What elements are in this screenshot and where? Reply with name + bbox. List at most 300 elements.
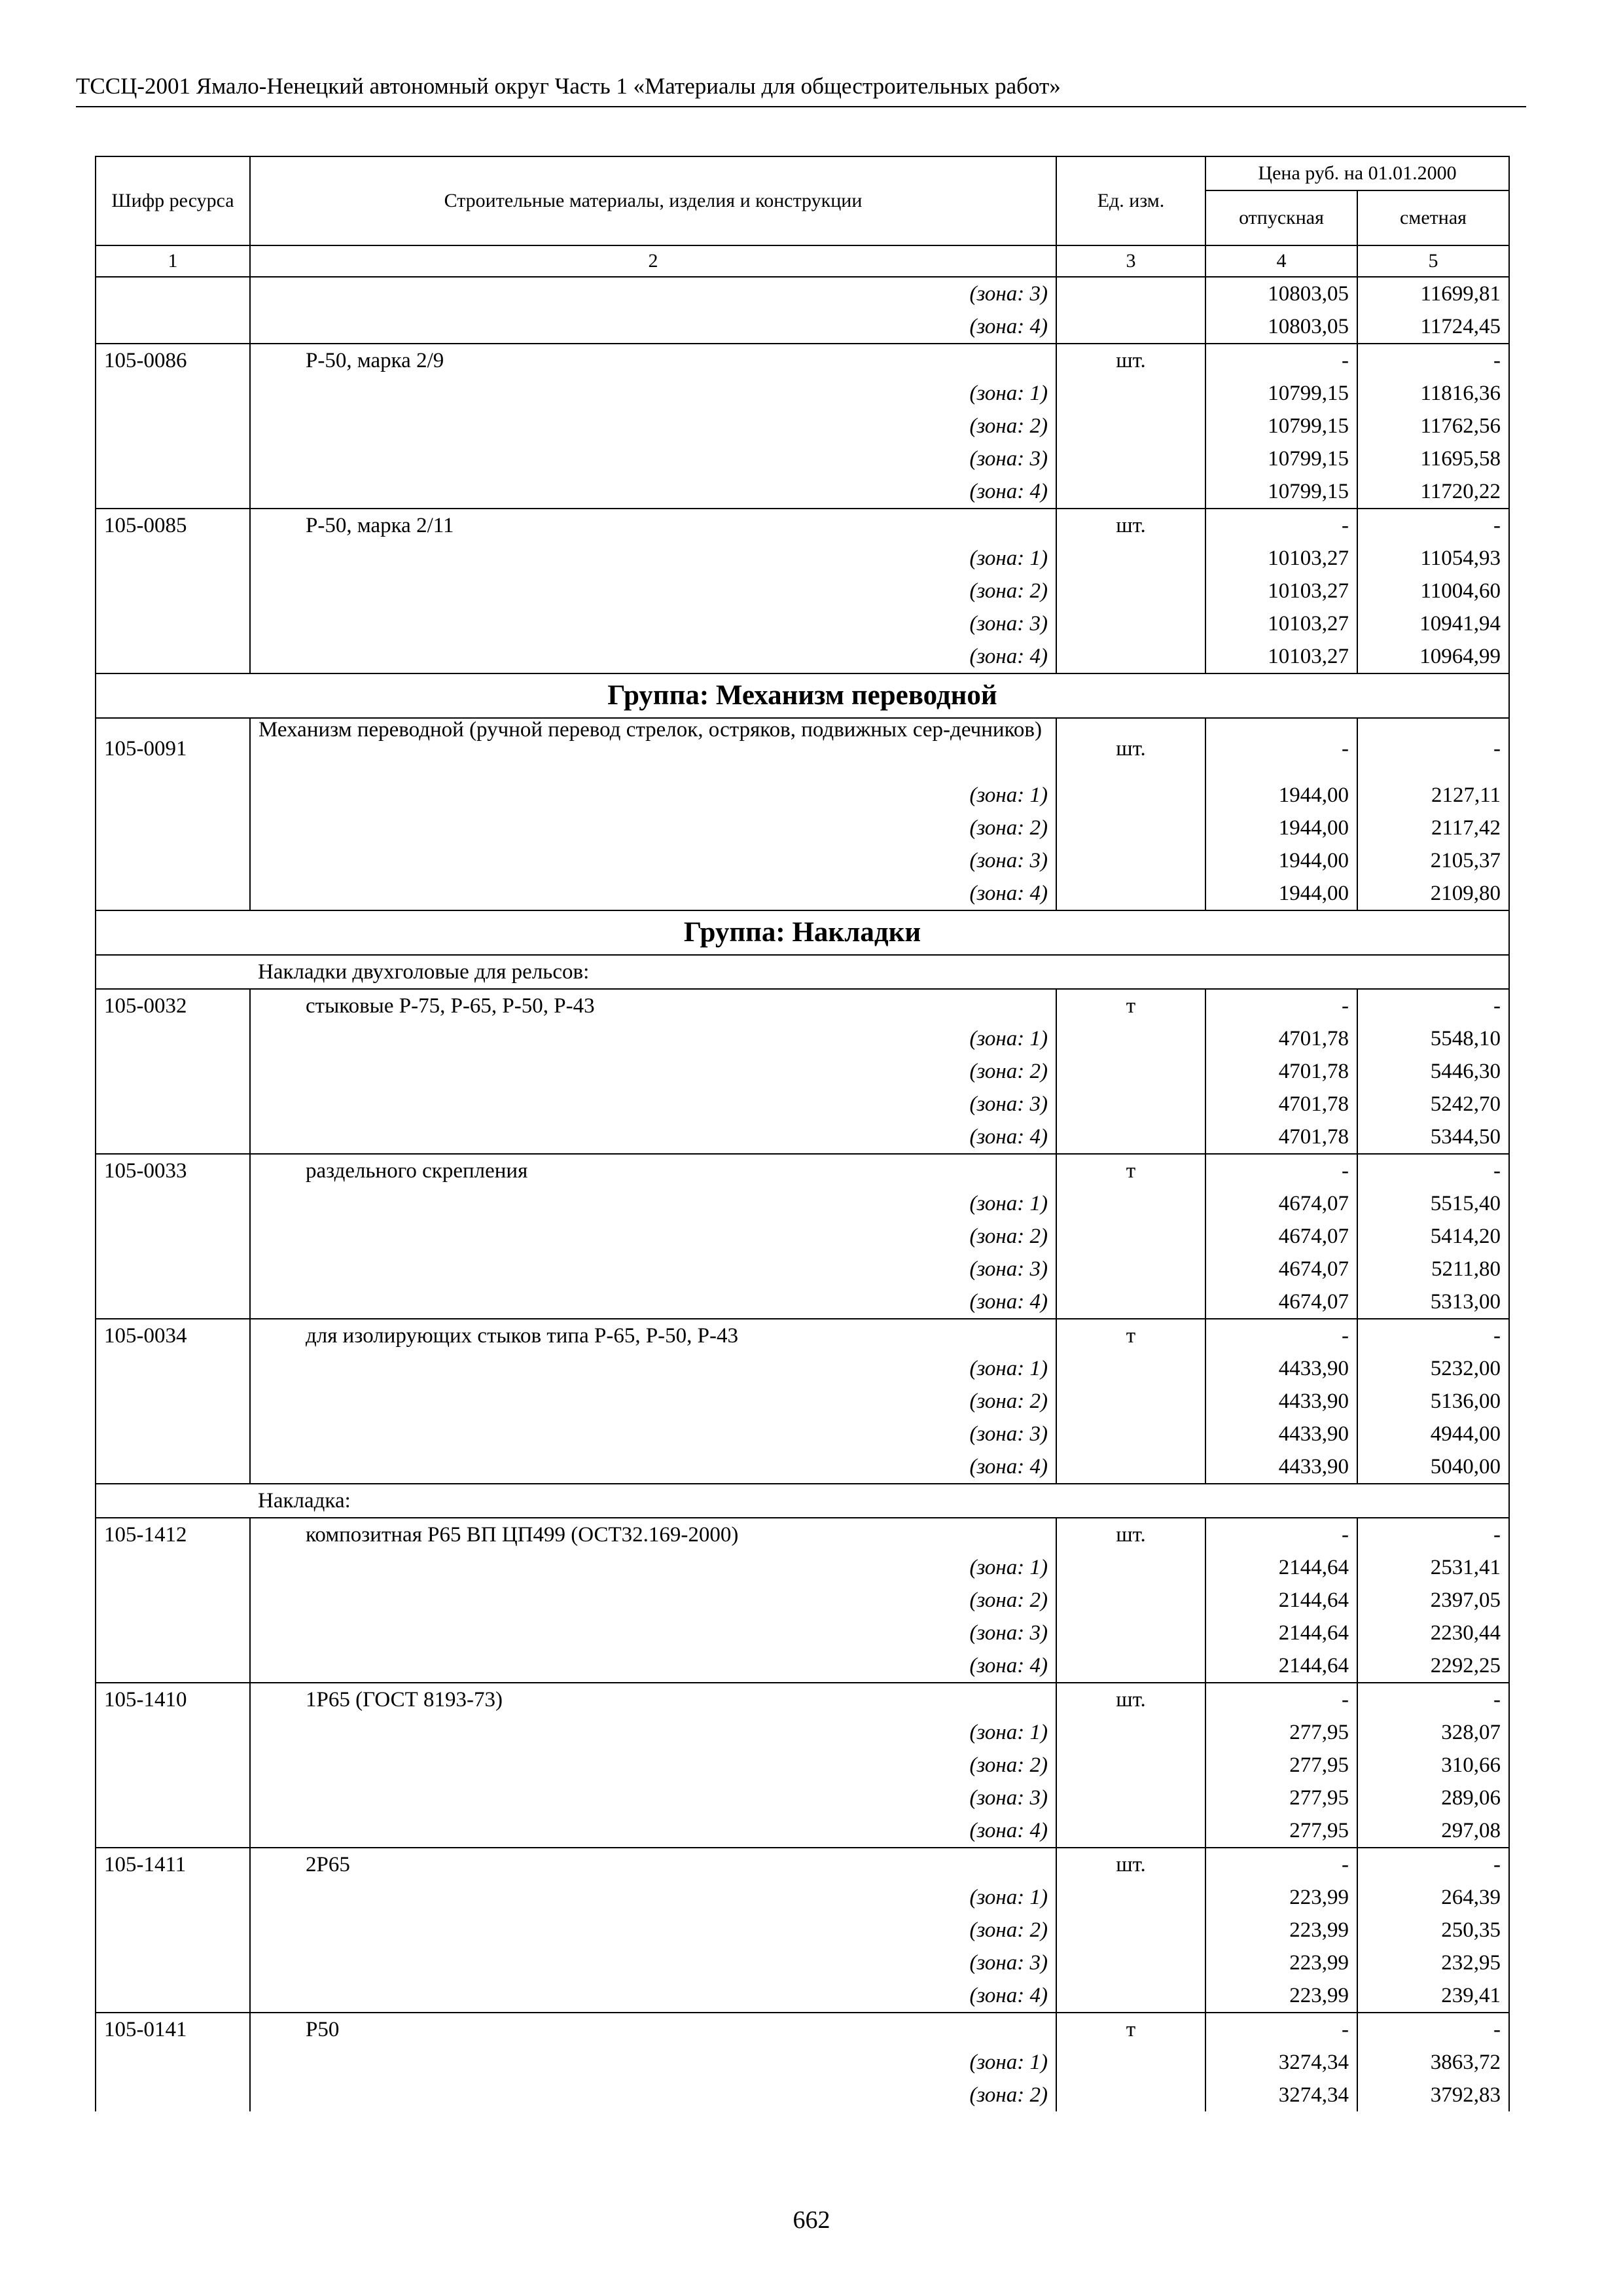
subheading-text: Накладка: — [250, 1484, 1509, 1518]
code-cell — [96, 607, 250, 640]
estimate-price: - — [1357, 718, 1509, 779]
material-name: для изолирующих стыков типа Р-65, Р-50, Р-43 — [250, 1319, 1056, 1352]
code-cell — [96, 1285, 250, 1319]
estimate-price: 5313,00 — [1357, 1285, 1509, 1319]
item-row — [96, 1154, 1509, 1187]
estimate-price: 5446,30 — [1357, 1055, 1509, 1088]
release-price: 277,95 — [1205, 1716, 1357, 1749]
unit-cell — [1056, 377, 1205, 410]
zone-label: (зона: 1) — [250, 1716, 1056, 1749]
release-price: 10103,27 — [1205, 575, 1357, 607]
zone-label: (зона: 2) — [250, 2079, 1056, 2111]
zone-row — [96, 1450, 1509, 1484]
subheading-row — [96, 955, 1509, 989]
release-price: 2144,64 — [1205, 1617, 1357, 1649]
zone-row — [96, 779, 1509, 812]
zone-label: (зона: 2) — [250, 1385, 1056, 1418]
zone-label: (зона: 4) — [250, 1979, 1056, 2013]
resource-code: 105-0085 — [96, 509, 250, 542]
code-cell — [96, 475, 250, 509]
release-price: 4701,78 — [1205, 1121, 1357, 1154]
code-cell — [96, 1584, 250, 1617]
col-price-header: Цена руб. на 01.01.2000 — [1205, 156, 1509, 190]
zone-label: (зона: 3) — [250, 1418, 1056, 1450]
zone-label: (зона: 4) — [250, 1450, 1056, 1484]
zone-label: (зона: 3) — [250, 844, 1056, 877]
zone-label: (зона: 2) — [250, 812, 1056, 844]
estimate-price: 239,41 — [1357, 1979, 1509, 2013]
zone-label: (зона: 2) — [250, 1914, 1056, 1946]
zone-label: (зона: 1) — [250, 1187, 1056, 1220]
code-cell — [96, 844, 250, 877]
unit-cell — [1056, 1551, 1205, 1584]
zone-row — [96, 1946, 1509, 1979]
unit-cell — [1056, 1814, 1205, 1848]
group-heading-row — [96, 910, 1509, 955]
code-cell — [96, 877, 250, 910]
zone-label: (зона: 4) — [250, 1285, 1056, 1319]
estimate-price: 11720,22 — [1357, 475, 1509, 509]
zone-row — [96, 2046, 1509, 2079]
resource-code: 105-0141 — [96, 2013, 250, 2046]
release-price: - — [1205, 344, 1357, 377]
estimate-price: 11695,58 — [1357, 442, 1509, 475]
release-price: 10803,05 — [1205, 277, 1357, 310]
zone-row — [96, 377, 1509, 410]
estimate-price: - — [1357, 1848, 1509, 1881]
release-price: - — [1205, 1154, 1357, 1187]
zone-row — [96, 1584, 1509, 1617]
code-cell — [96, 1782, 250, 1814]
resource-code: 105-0033 — [96, 1154, 250, 1187]
material-name: Р-50, марка 2/9 — [250, 344, 1056, 377]
estimate-price: 11054,93 — [1357, 542, 1509, 575]
zone-row — [96, 1285, 1509, 1319]
zone-label: (зона: 3) — [250, 1617, 1056, 1649]
zone-row — [96, 1716, 1509, 1749]
zone-row — [96, 410, 1509, 442]
unit-cell — [1056, 812, 1205, 844]
code-cell — [96, 1946, 250, 1979]
zone-label: (зона: 4) — [250, 310, 1056, 344]
release-price: 2144,64 — [1205, 1649, 1357, 1683]
zone-row — [96, 1187, 1509, 1220]
release-price: 10799,15 — [1205, 377, 1357, 410]
estimate-price: - — [1357, 2013, 1509, 2046]
code-cell — [96, 2079, 250, 2111]
estimate-price: 3792,83 — [1357, 2079, 1509, 2111]
code-cell — [96, 310, 250, 344]
unit-cell — [1056, 1782, 1205, 1814]
unit-cell — [1056, 1187, 1205, 1220]
zone-label: (зона: 3) — [250, 277, 1056, 310]
estimate-price: - — [1357, 989, 1509, 1022]
zone-row — [96, 607, 1509, 640]
subheading-row — [96, 1484, 1509, 1518]
zone-row — [96, 1121, 1509, 1154]
code-cell — [96, 1088, 250, 1121]
estimate-price: 2292,25 — [1357, 1649, 1509, 1683]
estimate-price: 5232,00 — [1357, 1352, 1509, 1385]
release-price: - — [1205, 1848, 1357, 1881]
zone-label: (зона: 4) — [250, 1814, 1056, 1848]
estimate-price: 5136,00 — [1357, 1385, 1509, 1418]
unit-cell — [1056, 1716, 1205, 1749]
item-row — [96, 1319, 1509, 1352]
unit-cell: шт. — [1056, 1848, 1205, 1881]
estimate-price: 2105,37 — [1357, 844, 1509, 877]
code-cell — [96, 1450, 250, 1484]
estimate-price: 2531,41 — [1357, 1551, 1509, 1584]
zone-row — [96, 1022, 1509, 1055]
release-price: - — [1205, 1518, 1357, 1551]
item-row — [96, 989, 1509, 1022]
zone-label: (зона: 3) — [250, 607, 1056, 640]
unit-cell — [1056, 2046, 1205, 2079]
material-name: 2Р65 — [250, 1848, 1056, 1881]
release-price: 2144,64 — [1205, 1551, 1357, 1584]
zone-row — [96, 2079, 1509, 2111]
estimate-price: - — [1357, 1518, 1509, 1551]
zone-label: (зона: 1) — [250, 377, 1056, 410]
zone-row — [96, 310, 1509, 344]
estimate-price: 11816,36 — [1357, 377, 1509, 410]
code-cell — [96, 955, 250, 989]
material-name: Механизм переводной (ручной перевод стрелок, остряков, подвижных сер-дечников) — [250, 718, 1056, 779]
group-heading: Группа: Механизм переводной — [96, 673, 1509, 718]
col-release-header: отпускная — [1205, 190, 1357, 245]
code-cell — [96, 1617, 250, 1649]
zone-row — [96, 442, 1509, 475]
release-price: 4674,07 — [1205, 1187, 1357, 1220]
estimate-price: 10964,99 — [1357, 640, 1509, 673]
release-price: 3274,34 — [1205, 2046, 1357, 2079]
unit-cell — [1056, 640, 1205, 673]
release-price: 1944,00 — [1205, 844, 1357, 877]
unit-cell — [1056, 1285, 1205, 1319]
code-cell — [96, 1022, 250, 1055]
release-price: 10103,27 — [1205, 607, 1357, 640]
release-price: 4433,90 — [1205, 1385, 1357, 1418]
zone-label: (зона: 1) — [250, 2046, 1056, 2079]
zone-row — [96, 1385, 1509, 1418]
unit-cell — [1056, 1022, 1205, 1055]
zone-label: (зона: 4) — [250, 1649, 1056, 1683]
table-body — [96, 245, 1509, 2111]
code-cell — [96, 442, 250, 475]
material-name: композитная Р65 ВП ЦП499 (ОСТ32.169-2000) — [250, 1518, 1056, 1551]
zone-row — [96, 1979, 1509, 2013]
page-header-title: ТССЦ-2001 Ямало-Ненецкий автономный округ Часть 1 «Материалы для общестроительных работ» — [76, 73, 1061, 99]
estimate-price: - — [1357, 1683, 1509, 1716]
zone-label: (зона: 2) — [250, 1220, 1056, 1253]
code-cell — [96, 1220, 250, 1253]
material-name: Р50 — [250, 2013, 1056, 2046]
estimate-price: - — [1357, 1154, 1509, 1187]
col-unit-header: Ед. изм. — [1056, 156, 1205, 245]
zone-row — [96, 277, 1509, 310]
zone-label: (зона: 2) — [250, 1749, 1056, 1782]
zone-row — [96, 844, 1509, 877]
zone-row — [96, 1418, 1509, 1450]
unit-cell — [1056, 1450, 1205, 1484]
resource-code: 105-0091 — [96, 718, 250, 779]
estimate-price: 5515,40 — [1357, 1187, 1509, 1220]
zone-label: (зона: 1) — [250, 1881, 1056, 1914]
release-price: 1944,00 — [1205, 779, 1357, 812]
estimate-price: 328,07 — [1357, 1716, 1509, 1749]
column-number: 2 — [250, 245, 1056, 277]
code-cell — [96, 1121, 250, 1154]
column-number: 5 — [1357, 245, 1509, 277]
unit-cell: т — [1056, 989, 1205, 1022]
zone-label: (зона: 3) — [250, 1946, 1056, 1979]
code-cell — [96, 1253, 250, 1285]
estimate-price: 10941,94 — [1357, 607, 1509, 640]
unit-cell — [1056, 475, 1205, 509]
release-price: - — [1205, 1683, 1357, 1716]
zone-row — [96, 1749, 1509, 1782]
release-price: - — [1205, 1319, 1357, 1352]
release-price: 2144,64 — [1205, 1584, 1357, 1617]
resource-code: 105-0086 — [96, 344, 250, 377]
release-price: 4674,07 — [1205, 1220, 1357, 1253]
release-price: 223,99 — [1205, 1914, 1357, 1946]
estimate-price: 4944,00 — [1357, 1418, 1509, 1450]
release-price: 223,99 — [1205, 1881, 1357, 1914]
estimate-price: - — [1357, 509, 1509, 542]
release-price: 10103,27 — [1205, 640, 1357, 673]
code-cell — [96, 2046, 250, 2079]
release-price: 3274,34 — [1205, 2079, 1357, 2111]
release-price: 10799,15 — [1205, 442, 1357, 475]
release-price: 277,95 — [1205, 1749, 1357, 1782]
unit-cell — [1056, 277, 1205, 310]
item-row — [96, 1518, 1509, 1551]
unit-cell — [1056, 1749, 1205, 1782]
estimate-price: 2127,11 — [1357, 779, 1509, 812]
unit-cell — [1056, 410, 1205, 442]
zone-row — [96, 1055, 1509, 1088]
code-cell — [96, 575, 250, 607]
unit-cell — [1056, 2079, 1205, 2111]
unit-cell — [1056, 1121, 1205, 1154]
estimate-price: 11699,81 — [1357, 277, 1509, 310]
resource-code: 105-1411 — [96, 1848, 250, 1881]
resource-code: 105-0034 — [96, 1319, 250, 1352]
estimate-price: 11762,56 — [1357, 410, 1509, 442]
unit-cell — [1056, 1649, 1205, 1683]
col-code-header: Шифр ресурса — [96, 156, 250, 245]
unit-cell — [1056, 1418, 1205, 1450]
release-price: 223,99 — [1205, 1946, 1357, 1979]
zone-label: (зона: 1) — [250, 1022, 1056, 1055]
zone-row — [96, 475, 1509, 509]
estimate-price: 289,06 — [1357, 1782, 1509, 1814]
release-price: 277,95 — [1205, 1782, 1357, 1814]
estimate-price: 5040,00 — [1357, 1450, 1509, 1484]
code-cell — [96, 1914, 250, 1946]
code-cell — [96, 1418, 250, 1450]
estimate-price: 297,08 — [1357, 1814, 1509, 1848]
code-cell — [96, 640, 250, 673]
group-heading-row — [96, 673, 1509, 718]
release-price: - — [1205, 718, 1357, 779]
zone-label: (зона: 3) — [250, 1782, 1056, 1814]
unit-cell — [1056, 1914, 1205, 1946]
release-price: 4433,90 — [1205, 1450, 1357, 1484]
item-row — [96, 718, 1509, 779]
estimate-price: 5414,20 — [1357, 1220, 1509, 1253]
estimate-price: 250,35 — [1357, 1914, 1509, 1946]
code-cell — [96, 1352, 250, 1385]
code-cell — [96, 1716, 250, 1749]
group-heading: Группа: Накладки — [96, 910, 1509, 955]
release-price: 223,99 — [1205, 1979, 1357, 2013]
estimate-price: 11724,45 — [1357, 310, 1509, 344]
unit-cell — [1056, 1253, 1205, 1285]
estimate-price: 310,66 — [1357, 1749, 1509, 1782]
unit-cell: шт. — [1056, 1683, 1205, 1716]
material-name: Р-50, марка 2/11 — [250, 509, 1056, 542]
code-cell — [96, 1551, 250, 1584]
zone-label: (зона: 2) — [250, 1584, 1056, 1617]
column-number: 3 — [1056, 245, 1205, 277]
zone-label: (зона: 2) — [250, 1055, 1056, 1088]
estimate-price: - — [1357, 344, 1509, 377]
unit-cell — [1056, 877, 1205, 910]
unit-cell — [1056, 844, 1205, 877]
estimate-price: 11004,60 — [1357, 575, 1509, 607]
release-price: - — [1205, 509, 1357, 542]
zone-label: (зона: 1) — [250, 542, 1056, 575]
material-name: стыковые Р-75, Р-65, Р-50, Р-43 — [250, 989, 1056, 1022]
release-price: 4674,07 — [1205, 1253, 1357, 1285]
zone-row — [96, 1088, 1509, 1121]
release-price: 4674,07 — [1205, 1285, 1357, 1319]
code-cell — [96, 779, 250, 812]
zone-label: (зона: 1) — [250, 779, 1056, 812]
code-cell — [96, 542, 250, 575]
code-cell — [96, 1484, 250, 1518]
release-price: - — [1205, 2013, 1357, 2046]
code-cell — [96, 1649, 250, 1683]
unit-cell — [1056, 1946, 1205, 1979]
item-row — [96, 1848, 1509, 1881]
estimate-price: 2397,05 — [1357, 1584, 1509, 1617]
estimate-price: 232,95 — [1357, 1946, 1509, 1979]
release-price: 4701,78 — [1205, 1088, 1357, 1121]
release-price: - — [1205, 989, 1357, 1022]
resource-code: 105-1410 — [96, 1683, 250, 1716]
subheading-text: Накладки двухголовые для рельсов: — [250, 955, 1509, 989]
unit-cell — [1056, 1584, 1205, 1617]
zone-row — [96, 1253, 1509, 1285]
zone-row — [96, 542, 1509, 575]
unit-cell: т — [1056, 1319, 1205, 1352]
unit-cell: т — [1056, 2013, 1205, 2046]
release-price: 4701,78 — [1205, 1022, 1357, 1055]
column-number: 1 — [96, 245, 250, 277]
unit-cell — [1056, 1979, 1205, 2013]
unit-cell — [1056, 607, 1205, 640]
release-price: 277,95 — [1205, 1814, 1357, 1848]
zone-label: (зона: 1) — [250, 1352, 1056, 1385]
zone-row — [96, 1649, 1509, 1683]
zone-row — [96, 575, 1509, 607]
unit-cell — [1056, 442, 1205, 475]
zone-label: (зона: 4) — [250, 1121, 1056, 1154]
estimate-price: 5242,70 — [1357, 1088, 1509, 1121]
zone-row — [96, 1551, 1509, 1584]
item-row — [96, 2013, 1509, 2046]
zone-row — [96, 1881, 1509, 1914]
item-row — [96, 344, 1509, 377]
material-name: 1Р65 (ГОСТ 8193-73) — [250, 1683, 1056, 1716]
material-name: раздельного скрепления — [250, 1154, 1056, 1187]
unit-cell: т — [1056, 1154, 1205, 1187]
zone-row — [96, 812, 1509, 844]
resource-code: 105-0032 — [96, 989, 250, 1022]
zone-row — [96, 640, 1509, 673]
zone-row — [96, 1914, 1509, 1946]
release-price: 1944,00 — [1205, 812, 1357, 844]
code-cell — [96, 277, 250, 310]
unit-cell — [1056, 779, 1205, 812]
estimate-price: - — [1357, 1319, 1509, 1352]
code-cell — [96, 377, 250, 410]
code-cell — [96, 1814, 250, 1848]
unit-cell: шт. — [1056, 1518, 1205, 1551]
code-cell — [96, 1881, 250, 1914]
column-number: 4 — [1205, 245, 1357, 277]
zone-row — [96, 1617, 1509, 1649]
unit-cell — [1056, 542, 1205, 575]
release-price: 4433,90 — [1205, 1352, 1357, 1385]
code-cell — [96, 1187, 250, 1220]
unit-cell — [1056, 1055, 1205, 1088]
unit-cell — [1056, 1220, 1205, 1253]
estimate-price: 5548,10 — [1357, 1022, 1509, 1055]
zone-label: (зона: 3) — [250, 442, 1056, 475]
table-header — [96, 156, 1509, 245]
unit-cell — [1056, 575, 1205, 607]
release-price: 10799,15 — [1205, 475, 1357, 509]
code-cell — [96, 1385, 250, 1418]
estimate-price: 5211,80 — [1357, 1253, 1509, 1285]
item-row — [96, 509, 1509, 542]
price-table — [95, 156, 1510, 2111]
unit-cell: шт. — [1056, 718, 1205, 779]
zone-label: (зона: 1) — [250, 1551, 1056, 1584]
unit-cell — [1056, 1385, 1205, 1418]
zone-label: (зона: 4) — [250, 640, 1056, 673]
code-cell — [96, 1749, 250, 1782]
col-estimate-header: сметная — [1357, 190, 1509, 245]
header-rule — [76, 106, 1526, 107]
code-cell — [96, 1979, 250, 2013]
estimate-price: 2109,80 — [1357, 877, 1509, 910]
zone-label: (зона: 2) — [250, 575, 1056, 607]
unit-cell — [1056, 1352, 1205, 1385]
release-price: 4433,90 — [1205, 1418, 1357, 1450]
unit-cell — [1056, 310, 1205, 344]
column-number-row — [96, 245, 1509, 277]
zone-row — [96, 1352, 1509, 1385]
release-price: 4701,78 — [1205, 1055, 1357, 1088]
zone-row — [96, 1814, 1509, 1848]
zone-row — [96, 1220, 1509, 1253]
